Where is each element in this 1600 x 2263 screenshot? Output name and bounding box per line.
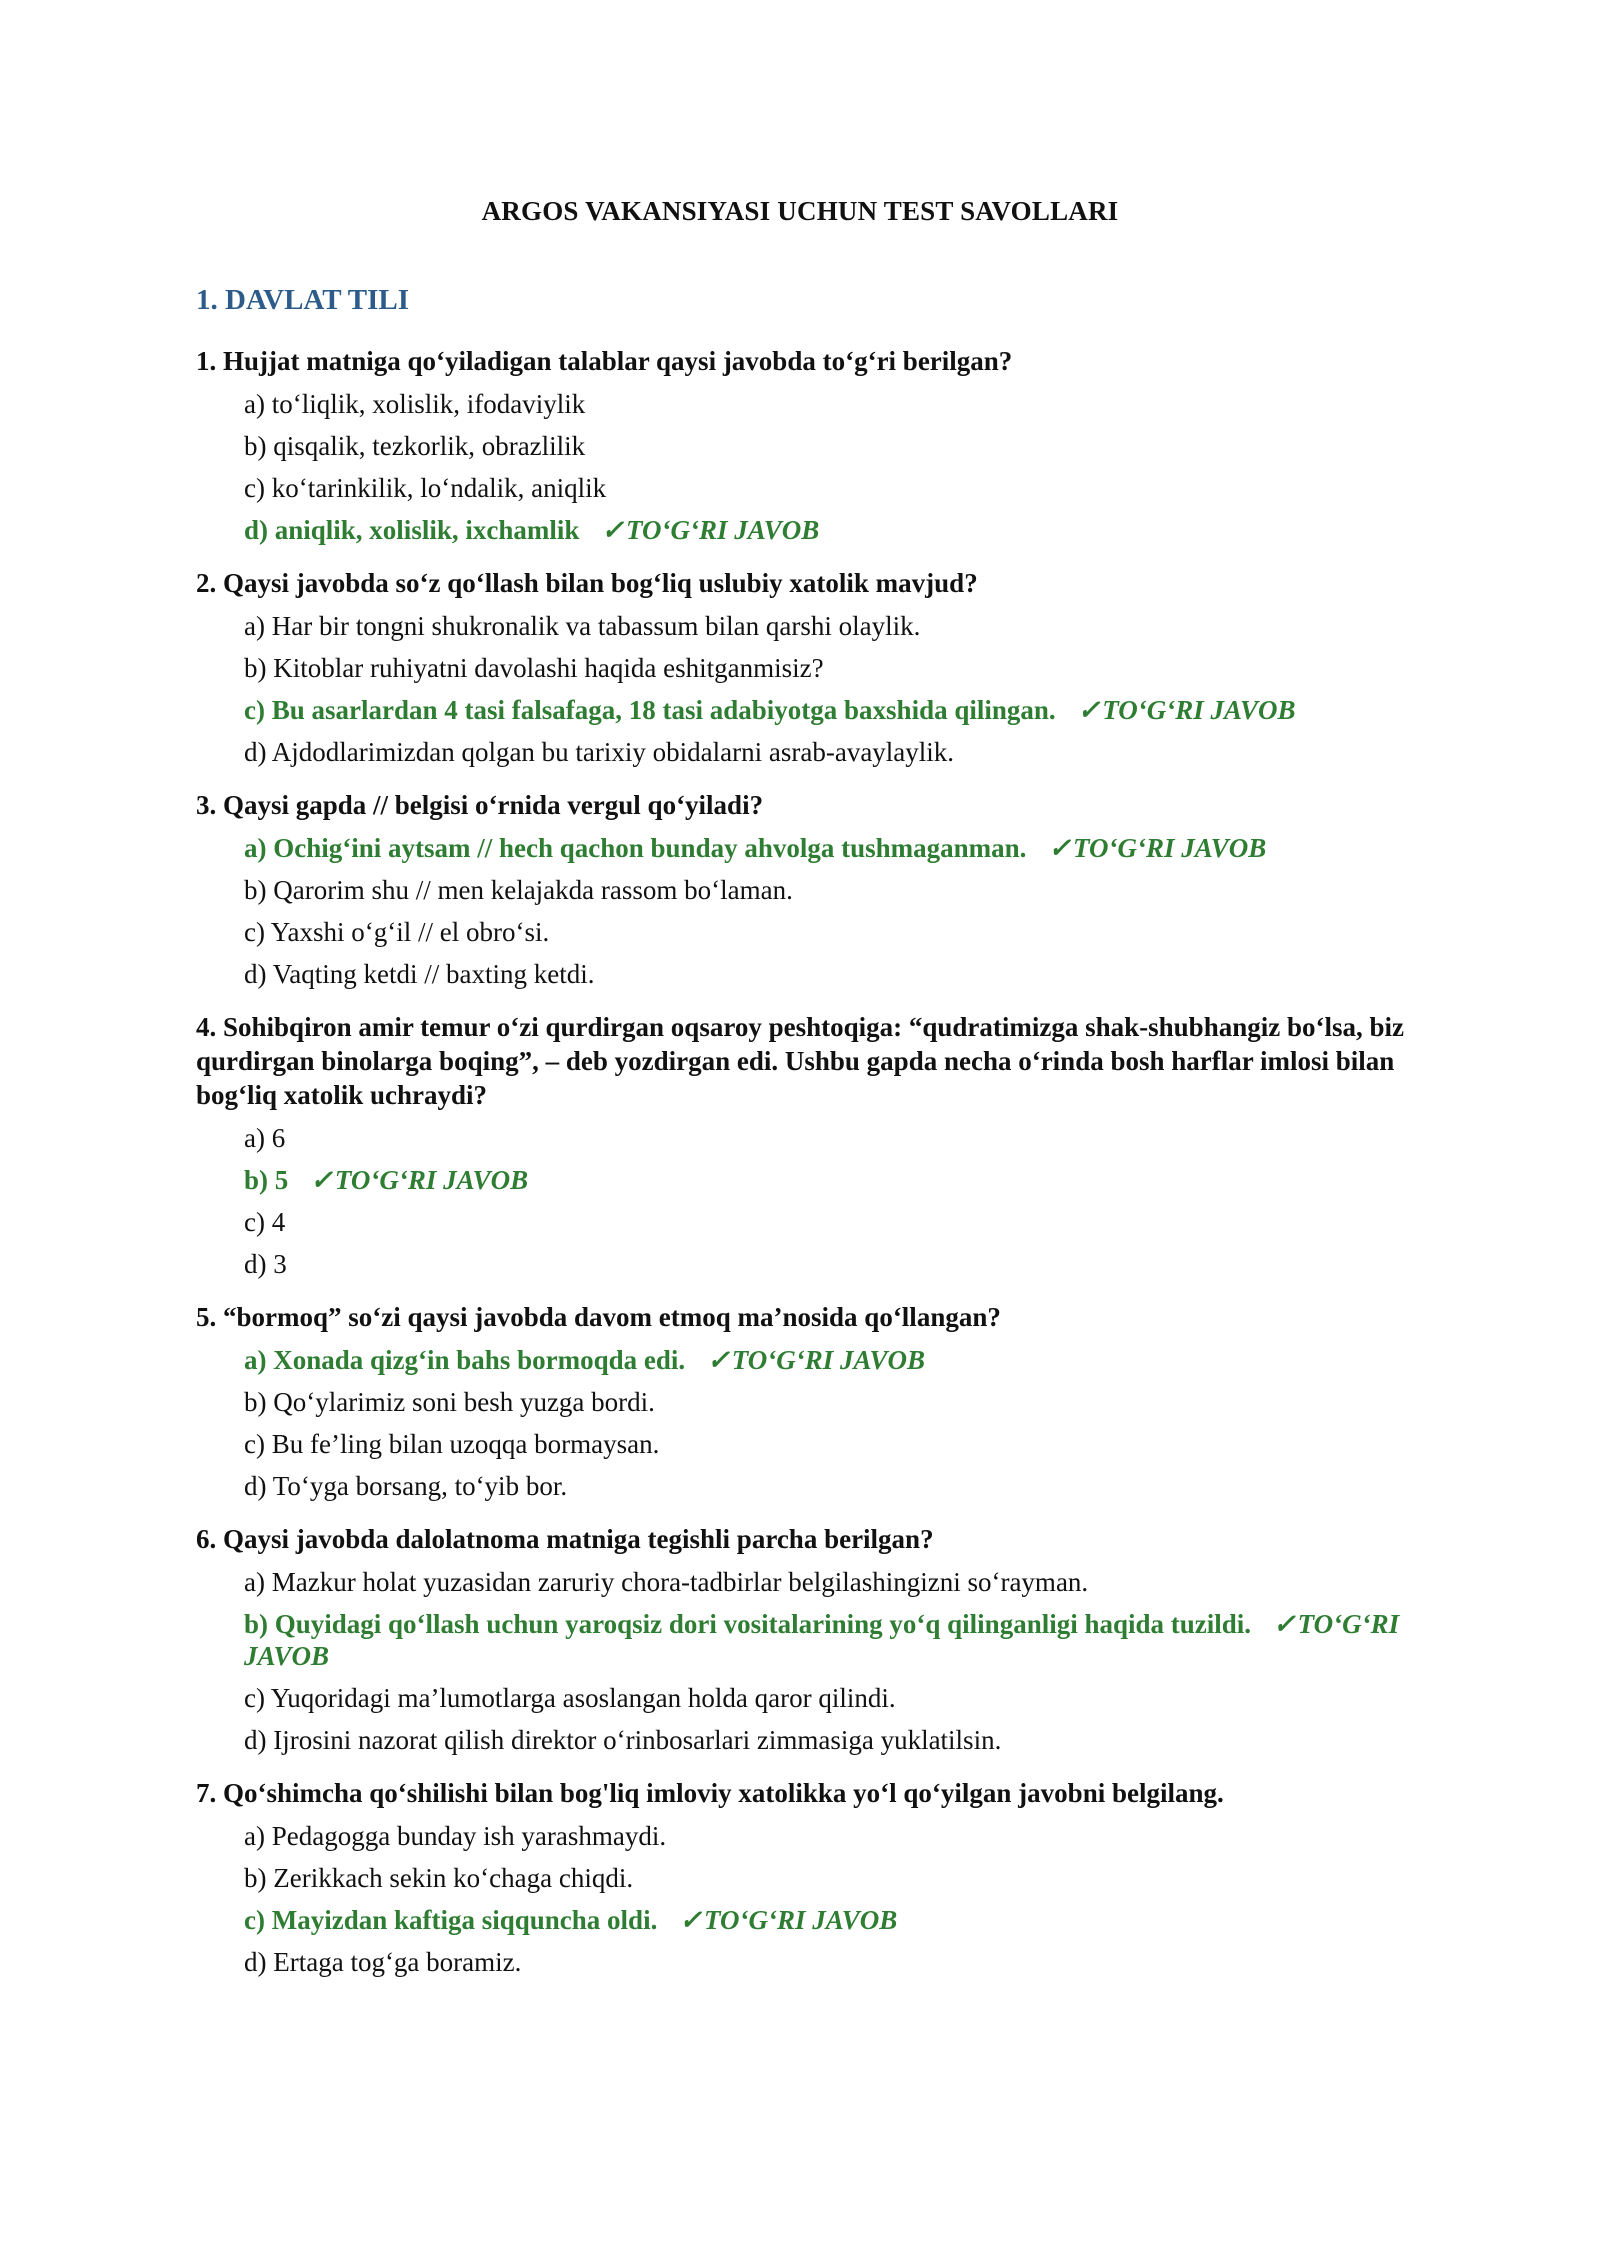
answer-option [244,1465,1416,1507]
answer-option [244,425,1416,467]
question-5 [196,1300,1416,1507]
checkmark-icon: ✓ [679,1905,702,1935]
option-text: b) Qo‘ylarimiz soni besh yuzga bordi. [244,1387,655,1417]
answer-options [196,1815,1416,1983]
answer-option [244,953,1416,995]
answer-option [244,383,1416,425]
question-text: 2. Qaysi javobda so‘z qo‘llash bilan bog‘liq uslubiy xatolik mavjud? [196,568,978,598]
answer-options [196,605,1416,773]
answer-option [244,605,1416,647]
option-text: c) ko‘tarinkilik, lo‘ndalik, aniqlik [244,473,607,503]
answer-option [244,1381,1416,1423]
option-text: b) 5 [244,1165,289,1195]
answer-option-correct [244,689,1416,731]
option-text: b) Qarorim shu // men kelajakda rassom bo‘laman. [244,875,793,905]
option-text: a) Mazkur holat yuzasidan zaruriy chora-tadbirlar belgilashingizni so‘rayman. [244,1567,1089,1597]
answer-option [244,1243,1416,1285]
option-text: d) Ijrosini nazorat qilish direktor o‘rinbosarlari zimmasiga yuklatilsin. [244,1725,1002,1755]
checkmark-icon: ✓ [1273,1609,1296,1639]
answer-option [244,1677,1416,1719]
correct-answer-badge [1048,833,1266,863]
option-text: d) Ajdodlarimizdan qolgan bu tarixiy obidalarni asrab-avaylaylik. [244,737,955,767]
option-text: c) Bu fe’ling bilan uzoqqa bormaysan. [244,1429,660,1459]
option-text: b) Zerikkach sekin ko‘chaga chiqdi. [244,1863,634,1893]
option-text: d) Ertaga tog‘ga boramiz. [244,1947,522,1977]
option-text: b) Quyidagi qo‘llash uchun yaroqsiz dori vositalarining yo‘q qilinganligi haqida tuzildi. [244,1609,1252,1639]
correct-answer-label: TO‘G‘RI JAVOB [731,1345,926,1375]
section-heading: 1. DAVLAT TILI [196,284,410,316]
answer-options [196,1117,1416,1285]
answer-option [244,1815,1416,1857]
correct-answer-badge [601,515,819,545]
option-text: d) To‘yga borsang, to‘yib bor. [244,1471,568,1501]
answer-option [244,1857,1416,1899]
answer-option [244,1719,1416,1761]
option-text: c) Yuqoridagi ma’lumotlarga asoslangan holda qaror qilindi. [244,1683,896,1713]
answer-option [244,1423,1416,1465]
answer-option-correct [244,1603,1416,1677]
option-text: c) Bu asarlardan 4 tasi falsafaga, 18 tasi adabiyotga baxshida qilingan. [244,695,1056,725]
question-text: 3. Qaysi gapda // belgisi o‘rnida vergul qo‘yiladi? [196,790,764,820]
option-text: b) qisqalik, tezkorlik, obrazlilik [244,431,586,461]
answer-options [196,383,1416,551]
question-text: 1. Hujjat matniga qo‘yiladigan talablar qaysi javobda to‘g‘ri berilgan? [196,346,1013,376]
option-text: a) Ochig‘ini aytsam // hech qachon bunday ahvolga tushmaganman. [244,833,1027,863]
option-text: c) 4 [244,1207,286,1237]
answer-option-correct [244,509,1416,551]
answer-options [196,1339,1416,1507]
correct-answer-badge [1078,695,1296,725]
answer-option-correct [244,827,1416,869]
answer-option-correct [244,1159,1416,1201]
answer-option [244,1201,1416,1243]
answer-option [244,647,1416,689]
answer-option [244,869,1416,911]
option-text: a) Har bir tongni shukronalik va tabassum bilan qarshi olaylik. [244,611,921,641]
answer-option-correct [244,1899,1416,1941]
option-text: c) Mayizdan kaftiga siqquncha oldi. [244,1905,658,1935]
checkmark-icon: ✓ [707,1345,730,1375]
option-text: a) Xonada qizg‘in bahs bormoqda edi. [244,1345,686,1375]
correct-answer-label: TO‘G‘RI JAVOB [703,1905,898,1935]
option-text: a) Pedagogga bunday ish yarashmaydi. [244,1821,667,1851]
correct-answer-badge [707,1345,925,1375]
question-2 [196,566,1416,773]
answer-option [244,731,1416,773]
correct-answer-label: TO‘G‘RI JAVOB [244,1609,1400,1671]
question-3 [196,788,1416,995]
correct-answer-badge [310,1165,528,1195]
answer-option [244,1117,1416,1159]
option-text: a) 6 [244,1123,286,1153]
checkmark-icon: ✓ [1048,833,1072,863]
option-text: d) 3 [244,1249,287,1279]
document-title: ARGOS VAKANSIYASI UCHUN TEST SAVOLLARI [481,196,1119,226]
question-1 [196,344,1416,551]
answer-option [244,467,1416,509]
option-text: d) Vaqting ketdi // baxting ketdi. [244,959,595,989]
correct-answer-badge [679,1905,897,1935]
answer-options [196,1561,1416,1761]
question-text: 7. Qo‘shimcha qo‘shilishi bilan bog'liq imloviy xatolikka yo‘l qo‘yilgan javobni belgilang. [196,1778,1224,1808]
checkmark-icon: ✓ [601,515,624,545]
option-text: c) Yaxshi o‘g‘il // el obro‘si. [244,917,550,947]
question-list [196,344,1416,1998]
answer-option [244,911,1416,953]
option-text: b) Kitoblar ruhiyatni davolashi haqida eshitganmisiz? [244,653,824,683]
question-text: 6. Qaysi javobda dalolatnoma matniga tegishli parcha berilgan? [196,1524,934,1554]
correct-answer-label: TO‘G‘RI JAVOB [1102,695,1296,725]
answer-option-correct [244,1339,1416,1381]
answer-options [196,827,1416,995]
correct-answer-label: TO‘G‘RI JAVOB [1073,833,1267,863]
checkmark-icon: ✓ [310,1165,333,1195]
option-text: a) to‘liqlik, xolislik, ifodaviylik [244,389,586,419]
answer-option [244,1941,1416,1983]
question-text: 5. “bormoq” so‘zi qaysi javobda davom etmoq ma’nosida qo‘llangan? [196,1302,1001,1332]
checkmark-icon: ✓ [1077,695,1101,725]
question-6 [196,1522,1416,1761]
correct-answer-label: TO‘G‘RI JAVOB [334,1165,529,1195]
correct-answer-label: TO‘G‘RI JAVOB [625,515,820,545]
answer-option [244,1561,1416,1603]
question-text: 4. Sohibqiron amir temur o‘zi qurdirgan oqsaroy peshtoqiga: “qudratimizga shak-shubhangiz bo‘lsa, biz qurdirgan binolarga boqing”, – deb yozdirgan edi. Ushbu gapda necha o‘rinda bosh harflar imlosi bilan bog‘liq xatolik uchraydi? [196,1012,1404,1110]
question-7 [196,1776,1416,1983]
option-text: d) aniqlik, xolislik, ixchamlik [244,515,580,545]
question-4 [196,1010,1416,1285]
